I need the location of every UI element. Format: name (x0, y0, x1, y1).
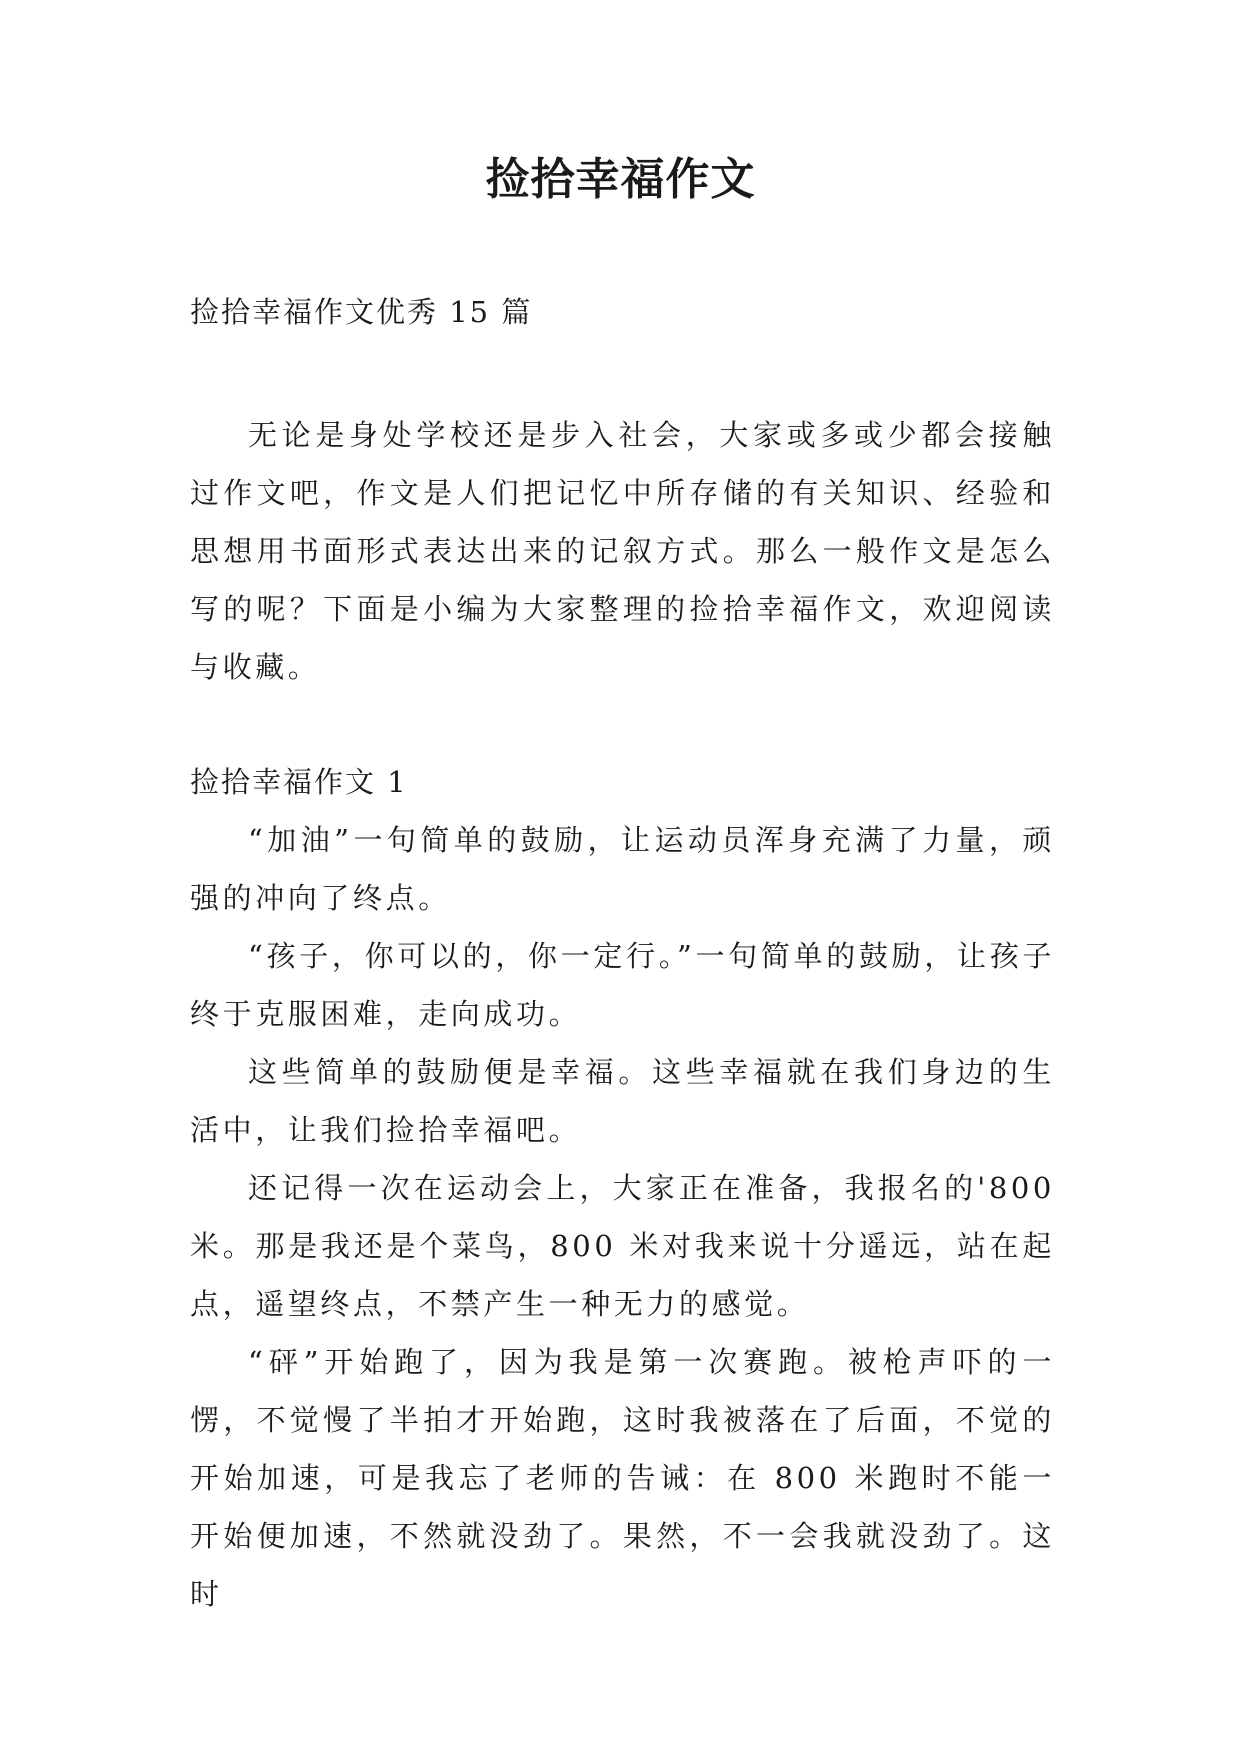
section-heading: 捡拾幸福作文 1 (190, 765, 408, 799)
paragraph: “砰”开始跑了，因为我是第一次赛跑。被枪声吓的一愣，不觉慢了半拍才开始跑，这时我被落在了后面，不觉的开始加速，可是我忘了老师的告诫：在 800 米跑时不能一开始便加速，不然就没劲了。果然，不一会我就没劲了。这时 (190, 1345, 1055, 1611)
paragraph: 还记得一次在运动会上，大家正在准备，我报名的'800米。那是我还是个菜鸟，800 米对我来说十分遥远，站在起点，遥望终点，不禁产生一种无力的感觉。 (190, 1171, 1055, 1321)
essay-section-1 (190, 753, 1055, 1623)
paragraph: 这些简单的鼓励便是幸福。这些幸福就在我们身边的生活中，让我们捡拾幸福吧。 (190, 1055, 1055, 1147)
document-title: 捡拾幸福作文 (485, 154, 756, 205)
paragraph: “孩子，你可以的，你一定行。”一句简单的鼓励，让孩子终于克服困难，走向成功。 (190, 939, 1055, 1031)
intro-block (190, 406, 1055, 696)
document-subtitle: 捡拾幸福作文优秀 15 篇 (190, 295, 533, 329)
paragraph: “加油”一句简单的鼓励，让运动员浑身充满了力量，顽强的冲向了终点。 (190, 823, 1055, 915)
intro-paragraph: 无论是身处学校还是步入社会，大家或多或少都会接触过作文吧，作文是人们把记忆中所存储的有关知识、经验和思想用书面形式表达出来的记叙方式。那么一般作文是怎么写的呢？下面是小编为大家整理的捡拾幸福作文，欢迎阅读与收藏。 (190, 418, 1055, 684)
